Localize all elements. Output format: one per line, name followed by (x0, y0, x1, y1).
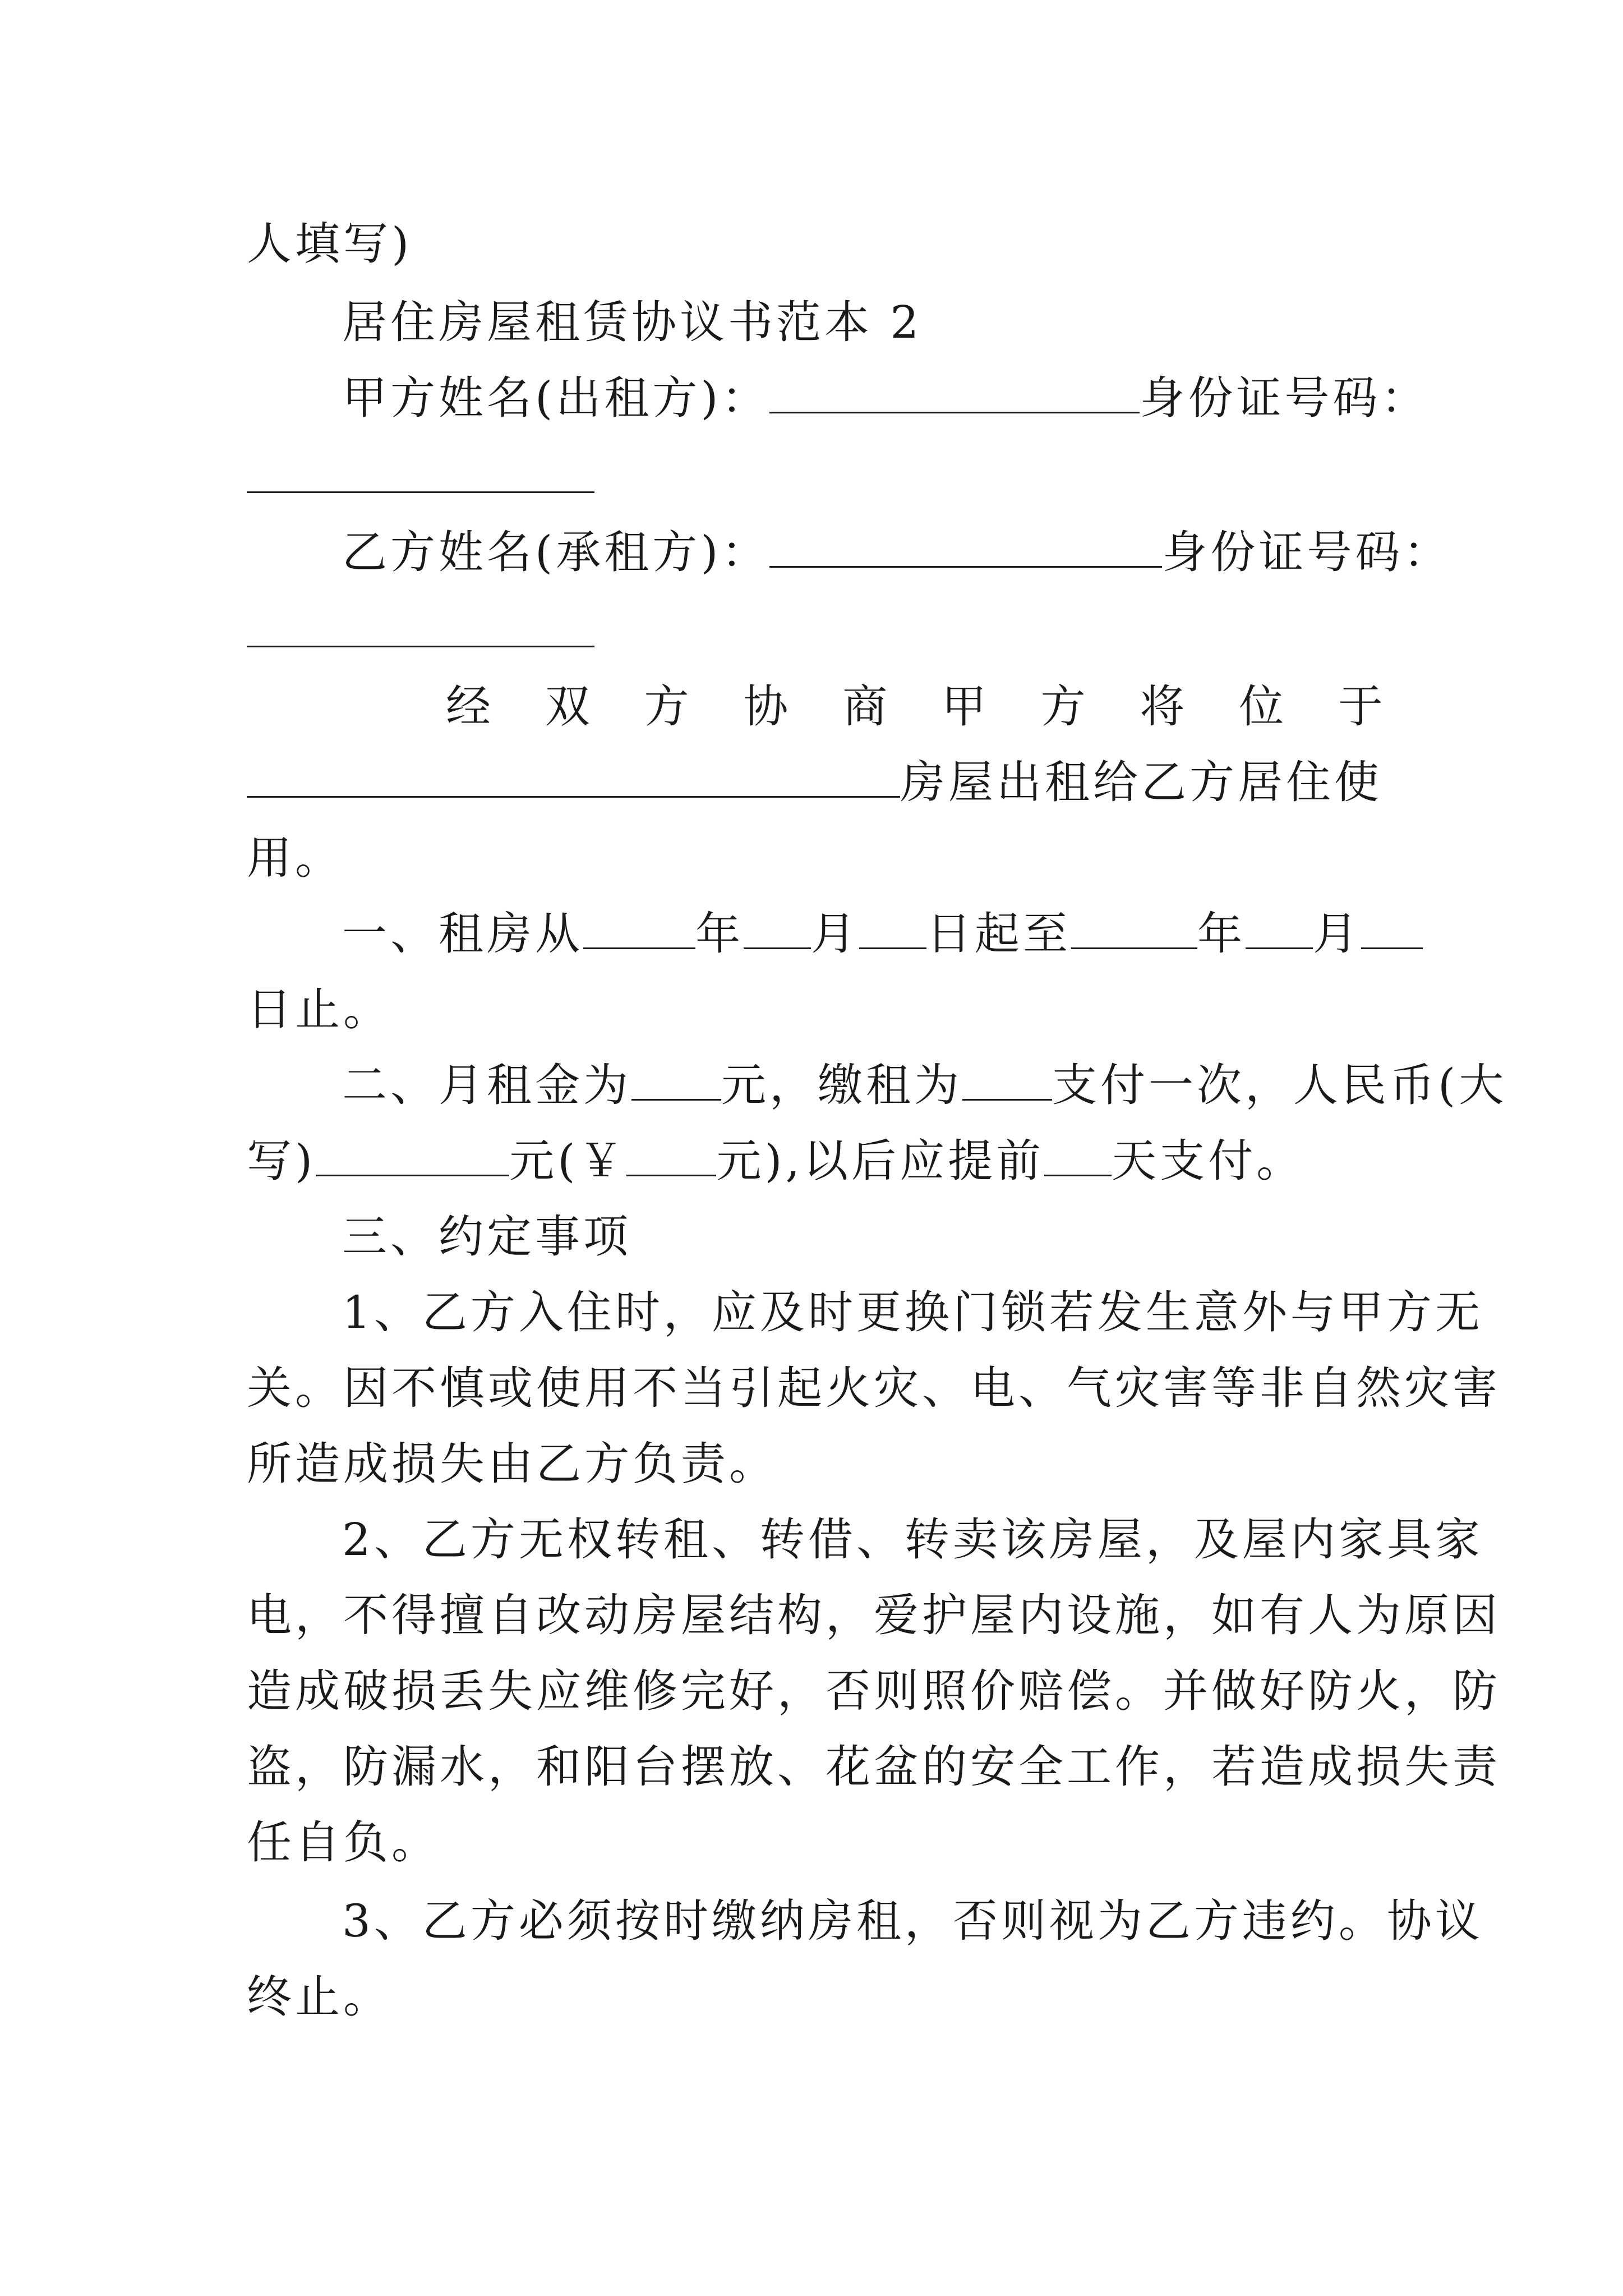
month-label: 月 (1313, 908, 1361, 960)
spread-text-line (446, 668, 1383, 746)
tenant-name-line (342, 513, 1452, 592)
text-line: 用。 (247, 832, 343, 884)
address-line (247, 743, 1383, 822)
lease-term-label: 一、租房从 (342, 908, 583, 960)
start-month-blank (744, 907, 811, 949)
address-text: 房屋出租给乙方居住使 (900, 756, 1382, 808)
clause-line: 造成破损丢失应维修完好，否则照价赔偿。并做好防火，防 (247, 1665, 1501, 1717)
landlord-name-blank (769, 371, 1140, 413)
address-blank (247, 756, 900, 798)
end-month-blank (1246, 907, 1313, 949)
rent-amount-line (247, 1122, 1383, 1200)
text-line: 人填写) (247, 218, 413, 270)
spread-char: 位 (1239, 680, 1284, 733)
year-label: 年 (1197, 908, 1246, 960)
text-fragment: 天支付。 (1112, 1135, 1305, 1187)
spread-char: 协 (743, 680, 789, 733)
tenant-name-blank (769, 526, 1162, 568)
clause-line: 盗，防漏水，和阳台摆放、花盆的安全工作，若造成损失责 (247, 1741, 1501, 1793)
payment-period-blank (962, 1059, 1052, 1101)
text-fragment: 元(￥ (509, 1135, 627, 1187)
rent-line (342, 1046, 1507, 1125)
lease-term-line (342, 895, 1383, 973)
amount-number-blank (626, 1134, 716, 1176)
landlord-id-blank (247, 488, 594, 493)
clause-line: 3、乙方必须按时缴纳房租，否则视为乙方违约。协议 (342, 1895, 1483, 1947)
clause-line: 任自负。 (247, 1816, 440, 1869)
spread-char: 于 (1338, 680, 1383, 733)
clause-line: 终止。 (247, 1971, 391, 2023)
clause-line: 关。因不慎或使用不当引起火灾、电、气灾害等非自然灾害 (247, 1362, 1501, 1414)
year-label: 年 (695, 908, 744, 960)
section-heading: 三、约定事项 (342, 1211, 631, 1263)
advance-days-blank (1044, 1134, 1112, 1176)
tenant-id-blank (247, 642, 594, 647)
clause-line: 电，不得擅自改动房屋结构，爱护屋内设施，如有人为原因 (247, 1589, 1501, 1641)
tenant-name-label: 乙方姓名(承租方)： (342, 526, 770, 578)
landlord-name-label: 甲方姓名(出租方)： (342, 372, 770, 424)
clause-line: 1、乙方入住时，应及时更换门锁若发生意外与甲方无 (342, 1286, 1483, 1338)
spread-char: 将 (1140, 680, 1185, 733)
spread-char: 商 (842, 680, 888, 733)
payment-label: 元，缴租为 (721, 1059, 962, 1111)
text-fragment: 写) (247, 1135, 316, 1187)
spread-char: 方 (644, 680, 689, 733)
rmb-label: 支付一次，人民币(大 (1052, 1059, 1507, 1111)
spread-char: 方 (1040, 680, 1086, 733)
start-year-blank (583, 907, 695, 949)
clause-line: 所造成损失由乙方负责。 (247, 1438, 777, 1490)
text-line: 日止。 (247, 983, 391, 1036)
document-title: 居住房屋租赁协议书范本 2 (342, 296, 923, 348)
text-fragment: 元),以后应提前 (716, 1135, 1045, 1187)
end-day-blank (1361, 907, 1423, 949)
end-year-blank (1071, 907, 1197, 949)
month-label: 月 (811, 908, 859, 960)
clause-line: 2、乙方无权转租、转借、转卖该房屋，及屋内家具家 (342, 1513, 1483, 1566)
rent-label: 二、月租金为 (342, 1059, 631, 1111)
start-day-blank (859, 907, 926, 949)
monthly-rent-blank (631, 1059, 721, 1101)
landlord-name-line (342, 359, 1430, 438)
spread-char: 甲 (941, 680, 986, 733)
landlord-id-label: 身份证号码： (1140, 372, 1430, 424)
amount-words-blank (316, 1134, 509, 1176)
spread-char: 双 (545, 680, 590, 733)
spread-char: 经 (446, 680, 491, 733)
until-label: 日起至 (926, 908, 1071, 960)
tenant-id-label: 身份证号码： (1162, 526, 1452, 578)
